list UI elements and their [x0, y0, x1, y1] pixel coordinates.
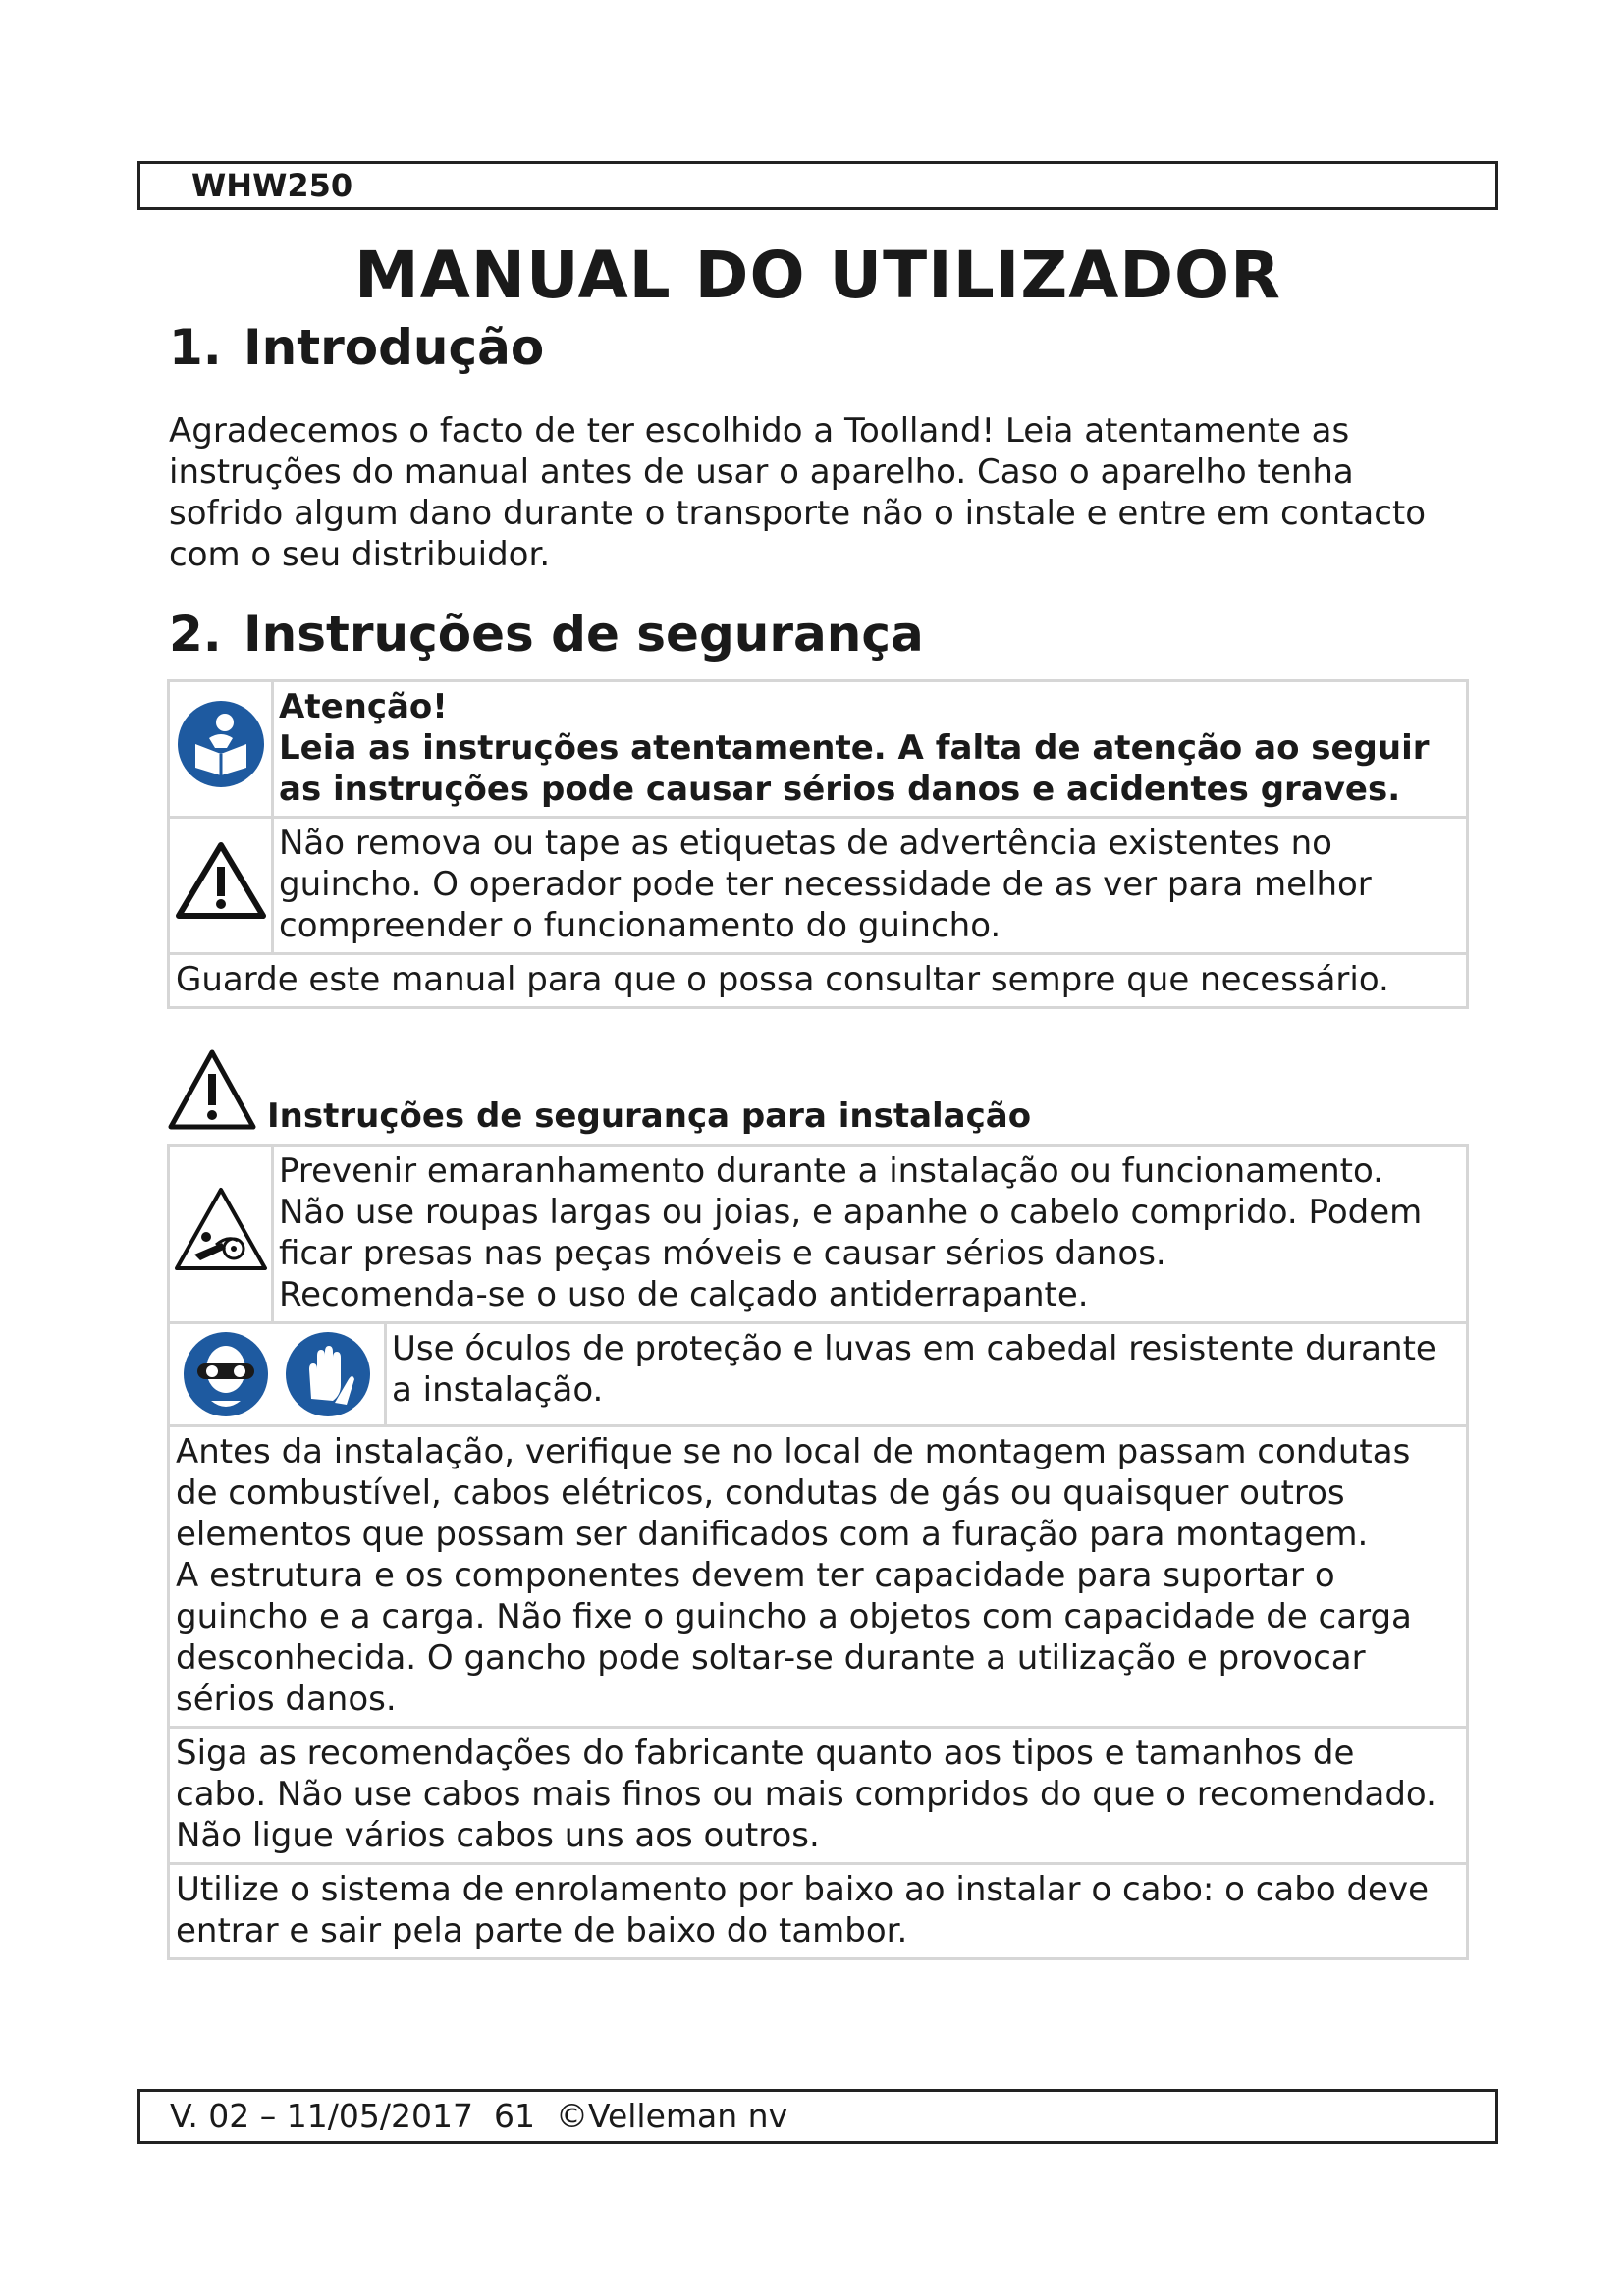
text-line: guincho e a carga. Não fixe o guincho a objetos com capacidade de carga: [176, 1597, 1412, 1636]
text-cell: [169, 1426, 1468, 1728]
read-manual-icon: [176, 699, 266, 789]
text-line: desconhecida. O gancho pode soltar-se durante a utilização e provocar: [176, 1638, 1366, 1678]
icon-cell: [169, 818, 273, 954]
section-title: Instruções de segurança: [244, 606, 924, 663]
text-line: guincho. O operador pode ter necessidade de as ver para melhor: [279, 865, 1372, 904]
safety-goggles-icon: [182, 1330, 270, 1418]
text-line: Não remova ou tape as etiquetas de advertência existentes no: [279, 824, 1332, 863]
table-row: [169, 818, 1468, 954]
text-cell: [387, 1324, 1466, 1424]
table-row: [169, 1864, 1468, 1959]
icon-cell: [169, 681, 273, 818]
footer-version: V. 02 – 11/05/2017: [170, 2097, 473, 2135]
text-line: Agradecemos o facto de ter escolhido a Toolland! Leia atentamente as: [169, 411, 1350, 451]
text-line: elementos que possam ser danificados com a furação para montagem.: [176, 1515, 1369, 1554]
text-line: Antes da instalação, verifique se no local de montagem passam condutas: [176, 1432, 1411, 1471]
text-line: sérios danos.: [176, 1680, 397, 1719]
icon-cell: [169, 1146, 273, 1323]
table-row: [169, 1323, 1468, 1426]
text-line: Não ligue vários cabos uns aos outros.: [176, 1816, 820, 1855]
text-line: Use óculos de proteção e luvas em cabedal resistente durante: [392, 1329, 1436, 1368]
icon-cell: [170, 1324, 387, 1424]
text-line: Leia as instruções atentamente. A falta de atenção ao seguir: [279, 728, 1430, 768]
page-title: MANUAL DO UTILIZADOR: [354, 238, 1281, 313]
table-row: [169, 1426, 1468, 1728]
footer-copyright: ©Velleman nv: [555, 2097, 788, 2135]
text-line: Siga as recomendações do fabricante quanto aos tipos e tamanhos de: [176, 1734, 1355, 1773]
text-line: Recomenda-se o uso de calçado antiderrapante.: [279, 1275, 1089, 1314]
text-cell: Guarde este manual para que o possa consultar sempre que necessário.: [169, 954, 1468, 1008]
attention-label: Atenção!: [279, 687, 448, 726]
section-number: 2.: [169, 606, 222, 663]
text-cell: [273, 681, 1468, 818]
subheading-text: Instruções de segurança para instalação: [267, 1096, 1032, 1136]
text-line: instruções do manual antes de usar o aparelho. Caso o aparelho tenha: [169, 453, 1354, 492]
text-line: ficar presas nas peças móveis e causar sérios danos.: [279, 1234, 1166, 1273]
gloves-icon: [284, 1330, 372, 1418]
text-line: Não use roupas largas ou joias, e apanhe o cabelo comprido. Podem: [279, 1193, 1423, 1232]
text-cell: [273, 818, 1468, 954]
installation-table: [167, 1144, 1469, 1960]
text-cell: [273, 1146, 1468, 1323]
section-2-heading: [169, 603, 924, 666]
text-line: cabo. Não use cabos mais finos ou mais compridos do que o recomendado.: [176, 1775, 1436, 1814]
intro-paragraph: [169, 410, 1465, 575]
section-1-heading: [169, 316, 544, 379]
text-line: de combustível, cabos elétricos, condutas de gás ou quaisquer outros: [176, 1473, 1345, 1513]
text-line: entrar e sair pela parte de baixo do tambor.: [176, 1911, 908, 1950]
section-number: 1.: [169, 319, 222, 376]
text-line: com o seu distribuidor.: [169, 535, 551, 574]
table-row: [169, 1728, 1468, 1864]
text-cell: [169, 1864, 1468, 1959]
table-row: [169, 954, 1468, 1008]
table-row: [169, 681, 1468, 818]
table-row: [169, 1146, 1468, 1323]
model-number: WHW250: [191, 167, 353, 204]
entanglement-hazard-icon: [173, 1184, 269, 1274]
page-footer: [137, 2089, 1498, 2144]
text-line: compreender o funcionamento do guincho.: [279, 906, 1001, 945]
text-line: sofrido algum dano durante o transporte não o instale e entre em contacto: [169, 494, 1427, 533]
text-line: a instalação.: [392, 1370, 604, 1410]
model-header: [137, 161, 1498, 210]
text-cell: [169, 1728, 1468, 1864]
text-line: Utilize o sistema de enrolamento por baixo ao instalar o cabo: o cabo deve: [176, 1870, 1429, 1909]
text-line: as instruções pode causar sérios danos e acidentes graves.: [279, 770, 1401, 809]
page-number: 61: [493, 2097, 535, 2135]
text-line: Prevenir emaranhamento durante a instalação ou funcionamento.: [279, 1151, 1383, 1191]
safety-table: [167, 679, 1469, 1009]
installation-subheading: [167, 1046, 1443, 1135]
text-line: A estrutura e os componentes devem ter capacidade para suportar o: [176, 1556, 1335, 1595]
section-title: Introdução: [244, 319, 545, 376]
warning-icon: [174, 839, 268, 922]
ppe-row: [169, 1323, 1468, 1426]
warning-icon: [167, 1046, 257, 1133]
